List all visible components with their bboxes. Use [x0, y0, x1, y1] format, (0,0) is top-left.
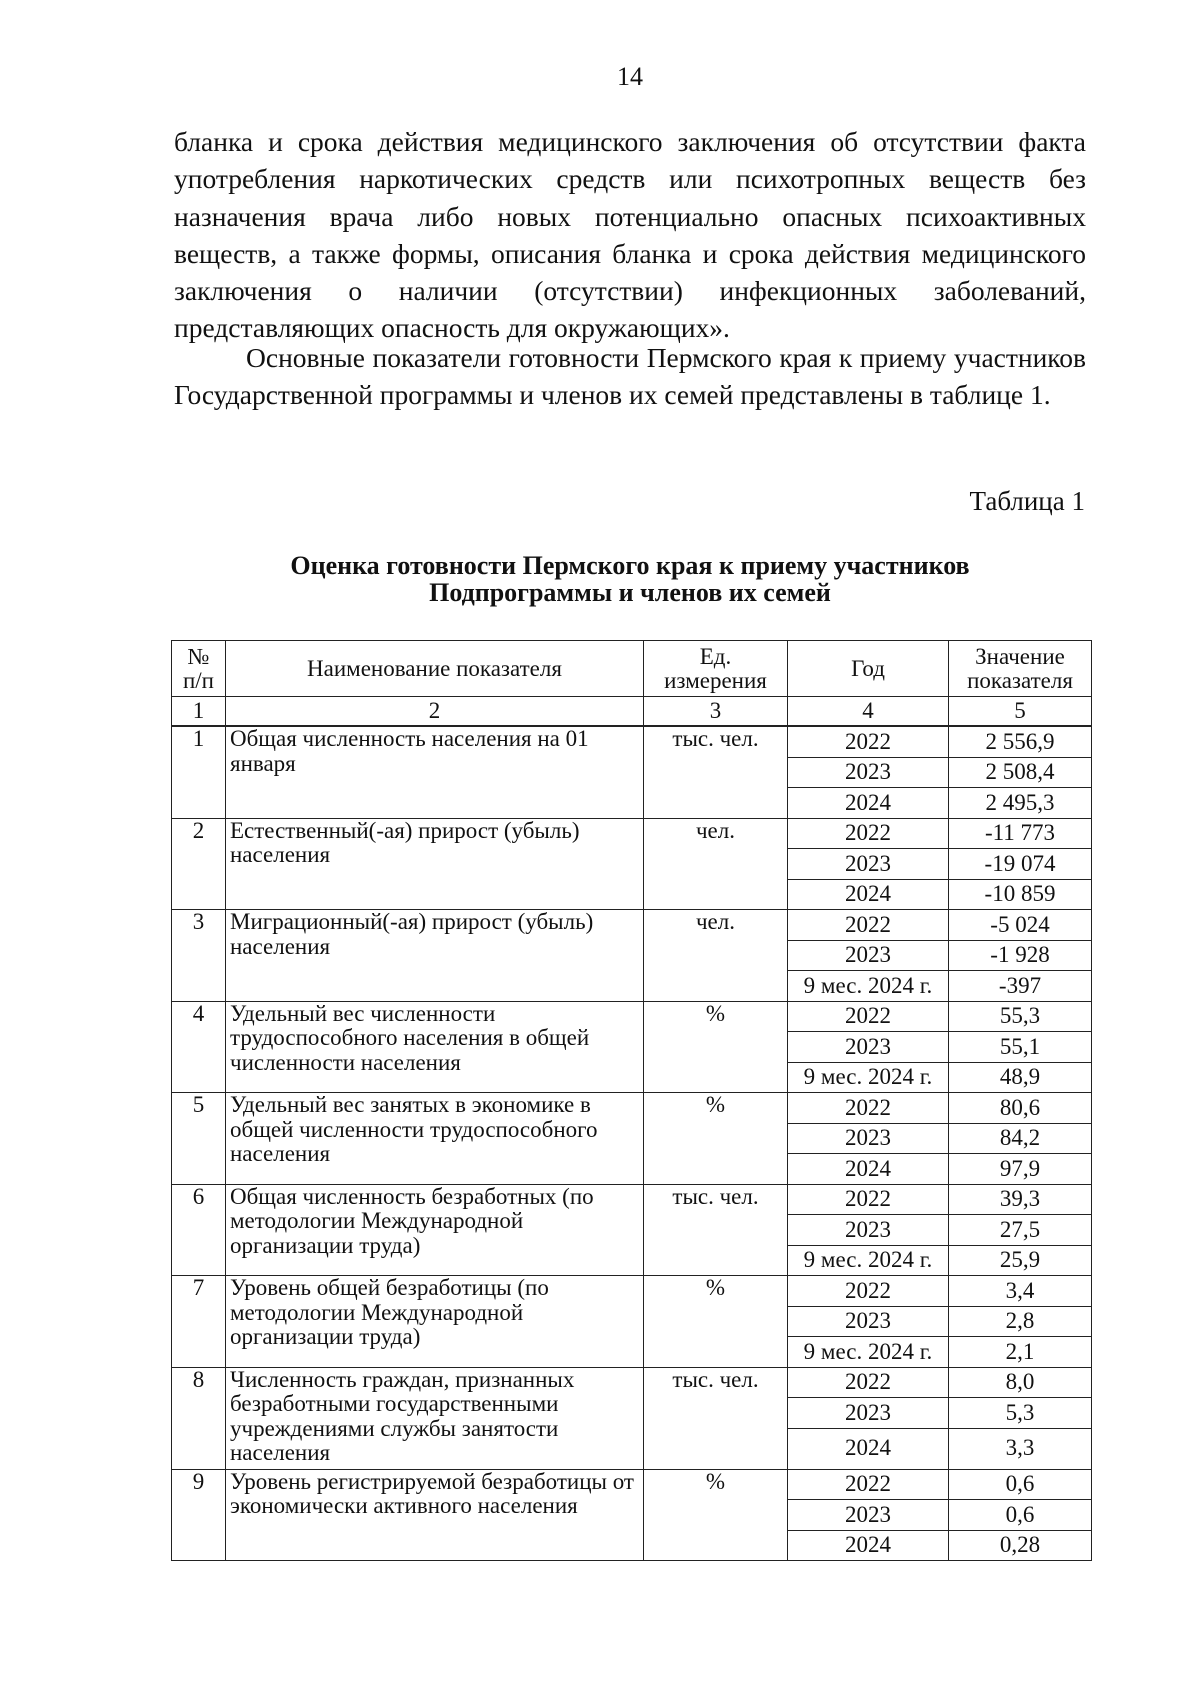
column-numbering-row [172, 697, 1092, 727]
indicator-value: 80,6 [949, 1093, 1092, 1124]
table-row [172, 1469, 1092, 1500]
indicators-table [171, 640, 1092, 1561]
table-title-line-1: Оценка готовности Пермского края к приему участников [290, 551, 970, 580]
indicator-value: 2 495,3 [949, 788, 1092, 819]
indicator-year: 2023 [788, 1398, 949, 1429]
row-number: 1 [172, 726, 226, 818]
indicator-name: Уровень регистрируемой безработицы от экономически активного населения [226, 1469, 644, 1561]
indicator-value: 3,3 [949, 1428, 1092, 1469]
indicator-name: Численность граждан, признанных безработными государственными учреждениями службы занятости населения [226, 1367, 644, 1469]
table-row [172, 1001, 1092, 1032]
indicator-value: 0,28 [949, 1530, 1092, 1561]
indicator-value: 0,6 [949, 1469, 1092, 1500]
table-row [172, 1276, 1092, 1307]
indicator-year: 2024 [788, 879, 949, 910]
column-number: 5 [949, 697, 1092, 727]
table-row [172, 1184, 1092, 1215]
indicator-value: 55,3 [949, 1001, 1092, 1032]
header-value: Значение показателя [949, 641, 1092, 697]
indicator-unit: тыс. чел. [644, 1184, 788, 1276]
indicator-value: 2,1 [949, 1337, 1092, 1368]
column-number: 1 [172, 697, 226, 727]
indicator-year: 2022 [788, 1093, 949, 1124]
row-number: 7 [172, 1276, 226, 1368]
indicator-name: Миграционный(-ая) прирост (убыль) населения [226, 910, 644, 1002]
indicator-name: Уровень общей безработицы (по методологии Международной организации труда) [226, 1276, 644, 1368]
indicator-value: 2,8 [949, 1306, 1092, 1337]
table-row [172, 1367, 1092, 1398]
indicator-year: 2023 [788, 940, 949, 971]
indicator-unit: % [644, 1469, 788, 1561]
paragraph-1: бланка и срока действия медицинского заключения об отсутствии факта употребления наркотических средств или психотропных веществ без назначения врача либо новых потенциально опасных психоактивных веществ, а также формы, описания бланка и срока действия медицинского заключения о наличии (отсутствии) инфекционных заболеваний, представляющих опасность для окружающих». [174, 126, 1086, 344]
table-header-row [172, 641, 1092, 697]
indicator-name: Удельный вес численности трудоспособного населения в общей численности населения [226, 1001, 644, 1093]
indicator-name: Естественный(-ая) прирост (убыль) населения [226, 818, 644, 910]
header-number: № п/п [172, 641, 226, 697]
table-row [172, 726, 1092, 757]
table-caption: Таблица 1 [969, 486, 1085, 516]
indicator-year: 2022 [788, 726, 949, 757]
indicator-year: 2022 [788, 1367, 949, 1398]
indicator-name: Общая численность безработных (по методологии Международной организации труда) [226, 1184, 644, 1276]
indicator-year: 2023 [788, 1123, 949, 1154]
indicator-unit: % [644, 1093, 788, 1185]
table-row [172, 1093, 1092, 1124]
row-number: 3 [172, 910, 226, 1002]
indicator-name: Удельный вес занятых в экономике в общей численности трудоспособного населения [226, 1093, 644, 1185]
indicator-value: -11 773 [949, 818, 1092, 849]
column-number: 3 [644, 697, 788, 727]
indicator-unit: чел. [644, 818, 788, 910]
indicator-value: 3,4 [949, 1276, 1092, 1307]
indicator-year: 2022 [788, 1276, 949, 1307]
table-row [172, 910, 1092, 941]
row-number: 8 [172, 1367, 226, 1469]
indicator-value: -19 074 [949, 849, 1092, 880]
indicator-year: 2023 [788, 849, 949, 880]
table-title [174, 552, 1086, 606]
indicator-unit: тыс. чел. [644, 1367, 788, 1469]
indicator-year: 2024 [788, 1428, 949, 1469]
indicator-year: 9 мес. 2024 г. [788, 1337, 949, 1368]
header-year: Год [788, 641, 949, 697]
indicator-value: -397 [949, 971, 1092, 1002]
row-number: 9 [172, 1469, 226, 1561]
row-number: 5 [172, 1093, 226, 1185]
indicator-unit: % [644, 1001, 788, 1093]
indicator-value: 39,3 [949, 1184, 1092, 1215]
indicator-year: 9 мес. 2024 г. [788, 971, 949, 1002]
indicator-year: 2024 [788, 1154, 949, 1185]
indicator-value: 25,9 [949, 1245, 1092, 1276]
indicator-year: 2022 [788, 910, 949, 941]
indicator-unit: тыс. чел. [644, 726, 788, 818]
indicator-value: 2 556,9 [949, 726, 1092, 757]
indicator-year: 9 мес. 2024 г. [788, 1062, 949, 1093]
indicator-value: 0,6 [949, 1500, 1092, 1531]
indicator-value: 48,9 [949, 1062, 1092, 1093]
row-number: 4 [172, 1001, 226, 1093]
indicator-unit: чел. [644, 910, 788, 1002]
indicator-value: 97,9 [949, 1154, 1092, 1185]
indicator-value: 5,3 [949, 1398, 1092, 1429]
indicator-value: 84,2 [949, 1123, 1092, 1154]
indicator-name: Общая численность населения на 01 января [226, 726, 644, 818]
indicator-year: 2022 [788, 1001, 949, 1032]
table-title-line-2: Подпрограммы и членов их семей [429, 578, 831, 607]
indicator-year: 2023 [788, 1032, 949, 1063]
indicator-year: 2023 [788, 1500, 949, 1531]
column-number: 4 [788, 697, 949, 727]
header-name: Наименование показателя [226, 641, 644, 697]
indicator-year: 9 мес. 2024 г. [788, 1245, 949, 1276]
indicator-year: 2023 [788, 757, 949, 788]
indicator-unit: % [644, 1276, 788, 1368]
indicator-year: 2022 [788, 1184, 949, 1215]
indicator-year: 2022 [788, 1469, 949, 1500]
indicator-value: 8,0 [949, 1367, 1092, 1398]
indicator-value: 27,5 [949, 1215, 1092, 1246]
header-unit: Ед. измерения [644, 641, 788, 697]
indicator-value: -10 859 [949, 879, 1092, 910]
indicator-value: -5 024 [949, 910, 1092, 941]
indicator-year: 2023 [788, 1215, 949, 1246]
indicator-value: -1 928 [949, 940, 1092, 971]
column-number: 2 [226, 697, 644, 727]
indicator-year: 2024 [788, 788, 949, 819]
row-number: 2 [172, 818, 226, 910]
indicator-value: 2 508,4 [949, 757, 1092, 788]
page-number: 14 [617, 62, 643, 91]
row-number: 6 [172, 1184, 226, 1276]
indicator-value: 55,1 [949, 1032, 1092, 1063]
indicator-year: 2022 [788, 818, 949, 849]
paragraph-2: Основные показатели готовности Пермского края к приему участников Государственной программы и членов их семей представлены в таблице 1. [174, 342, 1086, 411]
indicator-year: 2023 [788, 1306, 949, 1337]
table-row [172, 818, 1092, 849]
indicator-year: 2024 [788, 1530, 949, 1561]
